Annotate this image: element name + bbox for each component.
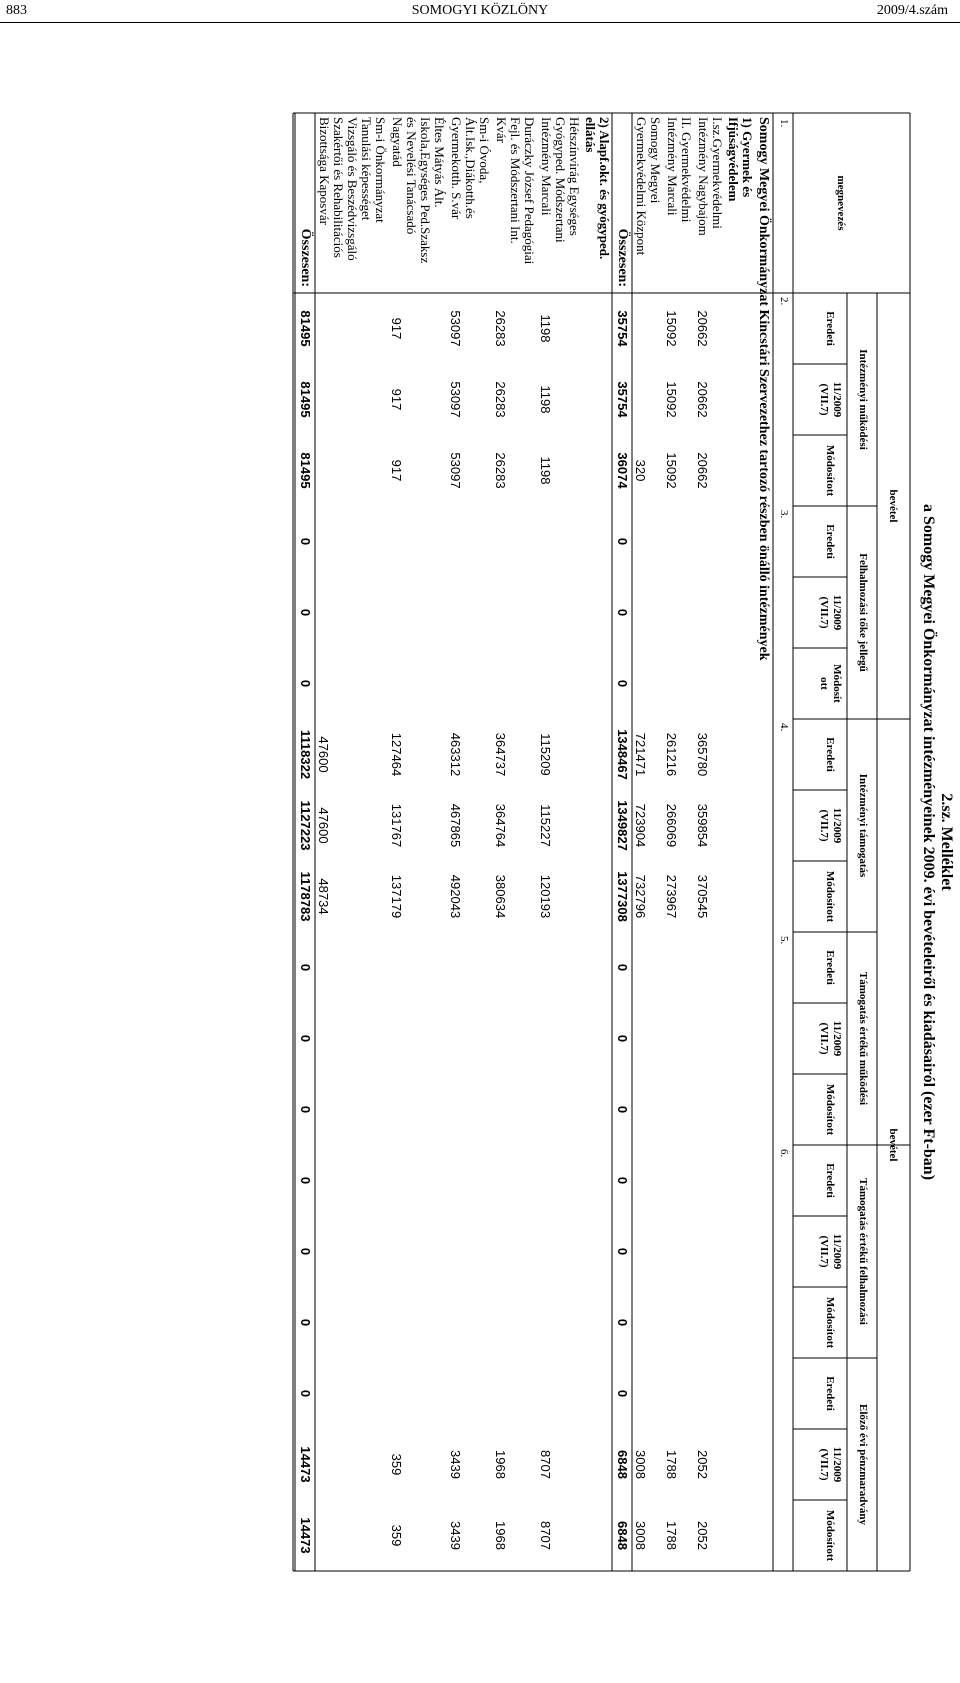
row-label: Sm-i Önkormányzat xyxy=(373,117,388,223)
bevetel-label: bevétel xyxy=(887,489,899,523)
table-cell: 492043 xyxy=(448,874,463,919)
sub-header: 11/2009 xyxy=(831,807,843,844)
table-cell: 917 xyxy=(389,317,404,340)
rotated-table-page xyxy=(0,108,955,1683)
table-cell: 467865 xyxy=(448,803,463,848)
table-cell: 26283 xyxy=(493,310,508,347)
journal-title: SOMOGYI KÖZLÖNY xyxy=(411,3,549,18)
table-cell: 0 xyxy=(615,1176,630,1185)
total-label: Összesen: xyxy=(298,228,313,287)
column-number: 4. xyxy=(778,723,790,732)
sub-header: (VII.7) xyxy=(818,383,830,416)
table-cell: 1349827 xyxy=(615,800,630,851)
table-cell: 2052 xyxy=(695,1521,710,1550)
table-cell: 0 xyxy=(298,1389,313,1398)
annex-title: 2.sz. Melléklet xyxy=(938,793,955,891)
table-cell: 365780 xyxy=(695,732,710,777)
table-cell: 0 xyxy=(298,679,313,688)
sub-header: Módosított xyxy=(824,444,836,497)
group-header: Támogatás értékű felhalmozási xyxy=(857,1178,869,1325)
row-label: Somogy Megyei xyxy=(648,117,663,204)
sub-header: 11/2009 xyxy=(831,381,843,418)
table-cell: 48734 xyxy=(316,878,331,915)
table-cell: 20662 xyxy=(695,452,710,489)
table-cell: 0 xyxy=(615,963,630,972)
table-cell: 47600 xyxy=(316,736,331,773)
row-label: Ált.Isk.,Diákotth.és xyxy=(463,117,478,219)
header-rule xyxy=(0,22,960,23)
row-label: Duráczky József Pedagógiai xyxy=(522,117,537,265)
table-cell: 364737 xyxy=(493,732,508,777)
sub-header: (VII.7) xyxy=(818,1235,830,1268)
table-cell: 3008 xyxy=(633,1450,648,1479)
row-label: Intézmény Marcali xyxy=(539,117,554,216)
table-cell: 1968 xyxy=(493,1521,508,1550)
row-label: Kvár xyxy=(494,117,509,143)
table-cell: 463312 xyxy=(448,732,463,777)
table-cell: 1127223 xyxy=(298,800,313,851)
table-cell: 53097 xyxy=(448,381,463,418)
table-cell: 20662 xyxy=(695,310,710,347)
table-cell: 1968 xyxy=(493,1450,508,1479)
group-header: Előző évi pénzmaradvány xyxy=(857,1404,869,1525)
table-cell: 3439 xyxy=(448,1450,463,1479)
table-cell: 47600 xyxy=(316,807,331,844)
table-cell: 120193 xyxy=(538,874,553,919)
organization-heading: Somogy Megyei Önkormányzat Kincstári Szervezethez tartozó részben önálló intézmények xyxy=(756,117,771,661)
table-cell: 81495 xyxy=(298,381,313,418)
column-number: 3. xyxy=(778,510,790,519)
table-cell: 53097 xyxy=(448,452,463,489)
table-cell: 917 xyxy=(389,388,404,411)
name-column-header: megnevezés xyxy=(835,175,847,231)
table-cell: 20662 xyxy=(695,381,710,418)
row-label: Intézmény Nagybajom xyxy=(696,117,711,236)
table-cell: 6848 xyxy=(615,1521,630,1550)
table-cell: 14473 xyxy=(298,1446,313,1483)
table-cell: 0 xyxy=(298,1105,313,1114)
section-heading: ellátás xyxy=(583,117,598,153)
table-grid xyxy=(0,108,955,1578)
table-cell: 0 xyxy=(298,963,313,972)
table-cell: 137179 xyxy=(389,874,404,919)
table-cell: 0 xyxy=(615,1034,630,1043)
table-cell: 15092 xyxy=(664,310,679,347)
sub-header: (VII.7) xyxy=(818,809,830,842)
table-cell: 266069 xyxy=(664,803,679,848)
sub-header: Módosított xyxy=(824,1296,836,1349)
column-number: 5. xyxy=(778,936,790,945)
table-cell: 0 xyxy=(615,1247,630,1256)
table-cell: 0 xyxy=(615,1389,630,1398)
issue-label: 2009/4.szám xyxy=(876,3,948,18)
sub-header: Módosított xyxy=(824,1509,836,1562)
table-cell: 1788 xyxy=(664,1450,679,1479)
table-cell: 0 xyxy=(615,608,630,617)
table-cell: 8707 xyxy=(538,1521,553,1550)
table-cell: 26283 xyxy=(493,381,508,418)
sub-header: 11/2009 xyxy=(831,1446,843,1483)
table-cell: 0 xyxy=(298,1176,313,1185)
bevetel-label: bevétel xyxy=(887,1128,899,1162)
table-cell: 53097 xyxy=(448,310,463,347)
table-cell: 0 xyxy=(298,1318,313,1327)
row-label: Éltes Mátyás Ált. xyxy=(432,117,447,208)
section-heading: 2) Alapf.okt. és gyógyped. xyxy=(597,117,612,260)
table-cell: 320 xyxy=(633,459,648,482)
table-cell: 380634 xyxy=(493,874,508,919)
group-header: Felhalmozási tőke jellegű xyxy=(857,553,869,672)
table-cell: 2052 xyxy=(695,1450,710,1479)
table-cell: 14473 xyxy=(298,1517,313,1554)
group-header: Támogatás értékű működési xyxy=(857,971,869,1106)
row-label: Hétszínvirág Egységes xyxy=(567,117,582,236)
row-label: Intézmény Marcali xyxy=(665,117,680,216)
table-cell: 3008 xyxy=(633,1521,648,1550)
page-header xyxy=(0,0,960,24)
table-cell: 115209 xyxy=(538,733,553,776)
sub-header: 11/2009 xyxy=(831,594,843,631)
column-number: 1. xyxy=(778,119,790,128)
table-cell: 1198 xyxy=(538,314,553,343)
table-cell: 35754 xyxy=(615,381,630,418)
section-heading: 1) Gyermek és xyxy=(740,117,755,198)
group-header: Intézményi működési xyxy=(857,349,869,450)
sub-header: 11/2009 xyxy=(831,1020,843,1057)
table-cell: 15092 xyxy=(664,452,679,489)
row-label: Gyógyped. Módszertani xyxy=(553,117,568,243)
table-cell: 0 xyxy=(298,1034,313,1043)
total-label: Összesen: xyxy=(615,228,630,287)
sub-header: (VII.7) xyxy=(818,596,830,629)
row-label: és Nevelési Tanácsadó xyxy=(404,117,419,235)
row-label: Fejl. és Módszertani Int. xyxy=(508,117,523,244)
table-cell: 370545 xyxy=(695,874,710,919)
sub-header: Eredeti xyxy=(824,950,836,985)
sub-header: 11/2009 xyxy=(831,1233,843,1270)
sub-header: Módosít xyxy=(831,664,843,703)
section-heading: Ifjúságvédelem xyxy=(726,117,741,202)
row-label: Iskola,Egységes Ped.Szaksz xyxy=(418,117,433,264)
sub-header: (VII.7) xyxy=(818,1022,830,1055)
table-cell: 81495 xyxy=(298,310,313,347)
table-cell: 26283 xyxy=(493,452,508,489)
table-cell: 1198 xyxy=(538,385,553,414)
table-cell: 1377308 xyxy=(615,871,630,922)
table-cell: 0 xyxy=(615,679,630,688)
row-label: Szakértői és Rehabilitációs xyxy=(331,117,346,258)
table-cell: 36074 xyxy=(615,452,630,489)
sub-header: (VII.7) xyxy=(818,1448,830,1481)
row-label: Gyermekotth. S.vár xyxy=(449,117,464,220)
column-number: 6. xyxy=(778,1149,790,1158)
table-cell: 115227 xyxy=(538,804,553,847)
table-cell: 359 xyxy=(389,1524,404,1547)
table-cell: 131767 xyxy=(389,803,404,848)
table-cell: 0 xyxy=(615,1318,630,1327)
sub-header: Módosított xyxy=(824,1083,836,1136)
row-label: I.sz.Gyermekvédelmi xyxy=(710,117,725,229)
table-cell: 1178783 xyxy=(298,871,313,922)
row-label: Sm-i Óvoda, xyxy=(477,117,492,184)
sub-header: ott xyxy=(818,677,830,690)
sub-header: Eredeti xyxy=(824,1376,836,1411)
table-cell: 6848 xyxy=(615,1450,630,1479)
table-cell: 1348467 xyxy=(615,729,630,780)
table-cell: 0 xyxy=(298,537,313,546)
row-label: II. Gyermekvédelmi xyxy=(679,117,694,223)
table-cell: 81495 xyxy=(298,452,313,489)
sub-header: Eredeti xyxy=(824,311,836,346)
page-number: 883 xyxy=(6,3,27,18)
table-cell: 1788 xyxy=(664,1521,679,1550)
table-cell: 1118322 xyxy=(298,729,313,780)
sub-header: Eredeti xyxy=(824,737,836,772)
table-cell: 35754 xyxy=(615,310,630,347)
column-number: 2. xyxy=(778,297,790,306)
table-cell: 1198 xyxy=(538,456,553,485)
table-cell: 359 xyxy=(389,1453,404,1476)
table-cell: 3439 xyxy=(448,1521,463,1550)
row-label: Vizsgáló és Beszédvizsgáló xyxy=(345,117,360,261)
table-cell: 721471 xyxy=(633,732,648,777)
table-cell: 723904 xyxy=(633,803,648,848)
annex-subtitle: a Somogy Megyei Önkormányzat intézményeinek 2009. évi bevételeiről és kiadásairól (ezer Ft-ban) xyxy=(920,503,937,1181)
row-label: Bizottsága Kaposvár xyxy=(317,117,332,225)
table-cell: 8707 xyxy=(538,1450,553,1479)
table-cell: 0 xyxy=(615,1105,630,1114)
table-cell: 0 xyxy=(298,608,313,617)
table-cell: 917 xyxy=(389,459,404,482)
table-cell: 359854 xyxy=(695,803,710,848)
table-cell: 261216 xyxy=(664,732,679,777)
table-cell: 364764 xyxy=(493,803,508,848)
table-cell: 273967 xyxy=(664,874,679,919)
sub-header: Módosított xyxy=(824,870,836,923)
table-cell: 0 xyxy=(298,1247,313,1256)
row-label: Nagyatád xyxy=(390,117,405,167)
table-cell: 15092 xyxy=(664,381,679,418)
table-cell: 732796 xyxy=(633,874,648,919)
row-label: Gyermekvédelmi Központ xyxy=(634,117,649,256)
table-cell: 0 xyxy=(615,537,630,546)
sub-header: Eredeti xyxy=(824,1163,836,1198)
sub-header: Eredeti xyxy=(824,524,836,559)
row-label: Tanulási képességet xyxy=(359,117,374,221)
group-header: Intézményi támogatás xyxy=(857,773,869,878)
table-cell: 127464 xyxy=(389,732,404,777)
